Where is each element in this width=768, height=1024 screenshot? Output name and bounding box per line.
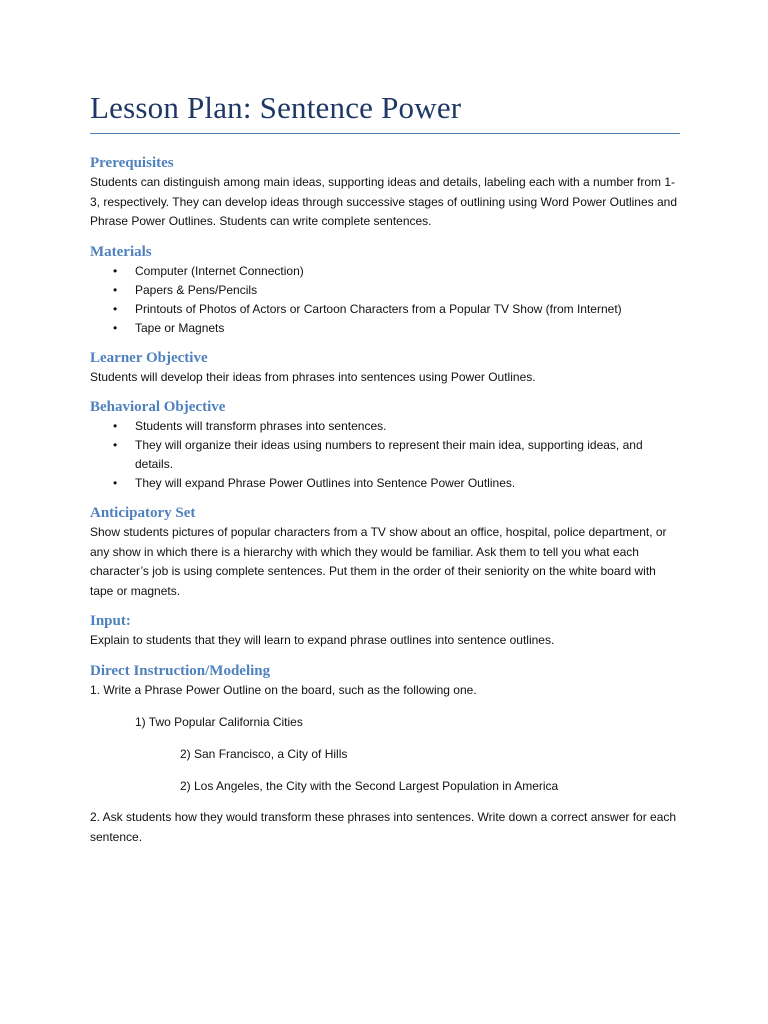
- list-item-text: They will expand Phrase Power Outlines into Sentence Power Outlines.: [135, 476, 516, 490]
- document-body: [90, 153, 680, 857]
- section-heading: Learner Objective: [90, 349, 208, 366]
- outline-supporting-idea: 2) Los Angeles, the City with the Second Largest Population in America: [180, 779, 559, 793]
- section-learner-objective: [90, 348, 680, 388]
- bullet-icon: •: [113, 476, 118, 490]
- bullet-icon: •: [113, 320, 118, 335]
- section-paragraph: Students can distinguish among main ideas, supporting ideas and details, labeling each with a number from 1-3, respectively. They can develop ideas through successive stages of outlining using Word Power Outlines and Phrase Power Outlines. Students can write complete sentences.: [90, 175, 677, 228]
- section-materials: [90, 242, 680, 338]
- section-heading: Behavioral Objective: [90, 399, 226, 415]
- list-item: [90, 474, 680, 493]
- bullet-icon: •: [113, 438, 118, 452]
- list-item-text: Tape or Magnets: [135, 320, 225, 335]
- section-heading: Input:: [90, 613, 131, 629]
- instruction-step-1: 1. Write a Phrase Power Outline on the board, such as the following one.: [90, 682, 477, 697]
- bullet-icon: •: [113, 282, 118, 297]
- section-heading: Anticipatory Set: [90, 505, 196, 521]
- section-heading: Prerequisites: [90, 155, 174, 171]
- list-item: [90, 417, 680, 436]
- bullet-icon: •: [113, 419, 118, 433]
- section-prerequisites: [90, 153, 680, 232]
- list-item: [90, 436, 680, 474]
- instruction-step-2: 2. Ask students how they would transform these phrases into sentences. Write down a correct answer for each sentence.: [90, 810, 677, 844]
- list-item-text: They will organize their ideas using numbers to represent their main idea, supporting ideas, and details.: [135, 438, 643, 471]
- section-direct-instruction: [90, 661, 680, 848]
- list-item-text: Printouts of Photos of Actors or Cartoon Characters from a Popular TV Show (from Internet): [135, 301, 622, 316]
- list-item-text: Papers & Pens/Pencils: [135, 282, 258, 297]
- section-paragraph: Show students pictures of popular characters from a TV show about an office, hospital, police department, or any show in which there is a hierarchy with which they would be familiar. Ask them to tell you what each character’s job is using complete sentences. Put them in the order of their seniority on the white board with tape or magnets.: [90, 525, 667, 598]
- bullet-icon: •: [113, 263, 118, 278]
- list-item-text: Computer (Internet Connection): [135, 263, 304, 278]
- title-divider: [90, 133, 680, 134]
- section-behavioral-objective: [90, 397, 680, 493]
- section-heading: Direct Instruction/Modeling: [90, 662, 271, 679]
- section-paragraph: Students will develop their ideas from phrases into sentences using Power Outlines.: [90, 369, 536, 384]
- list-item: [90, 319, 680, 338]
- bullet-icon: •: [113, 301, 118, 316]
- list-item: [90, 262, 680, 281]
- bullet-list: [90, 262, 680, 338]
- section-heading: Materials: [90, 243, 152, 260]
- section-paragraph: Explain to students that they will learn to expand phrase outlines into sentence outlines.: [90, 633, 555, 647]
- section-anticipatory-set: [90, 503, 680, 601]
- outline-main-idea: 1) Two Popular California Cities: [135, 715, 303, 729]
- list-item: [90, 281, 680, 300]
- bullet-list: [90, 417, 680, 493]
- list-item-text: Students will transform phrases into sentences.: [135, 419, 387, 433]
- outline-supporting-idea: 2) San Francisco, a City of Hills: [180, 747, 348, 761]
- list-item: [90, 300, 680, 319]
- section-input: [90, 611, 680, 651]
- page-title: Lesson Plan: Sentence Power: [90, 90, 462, 125]
